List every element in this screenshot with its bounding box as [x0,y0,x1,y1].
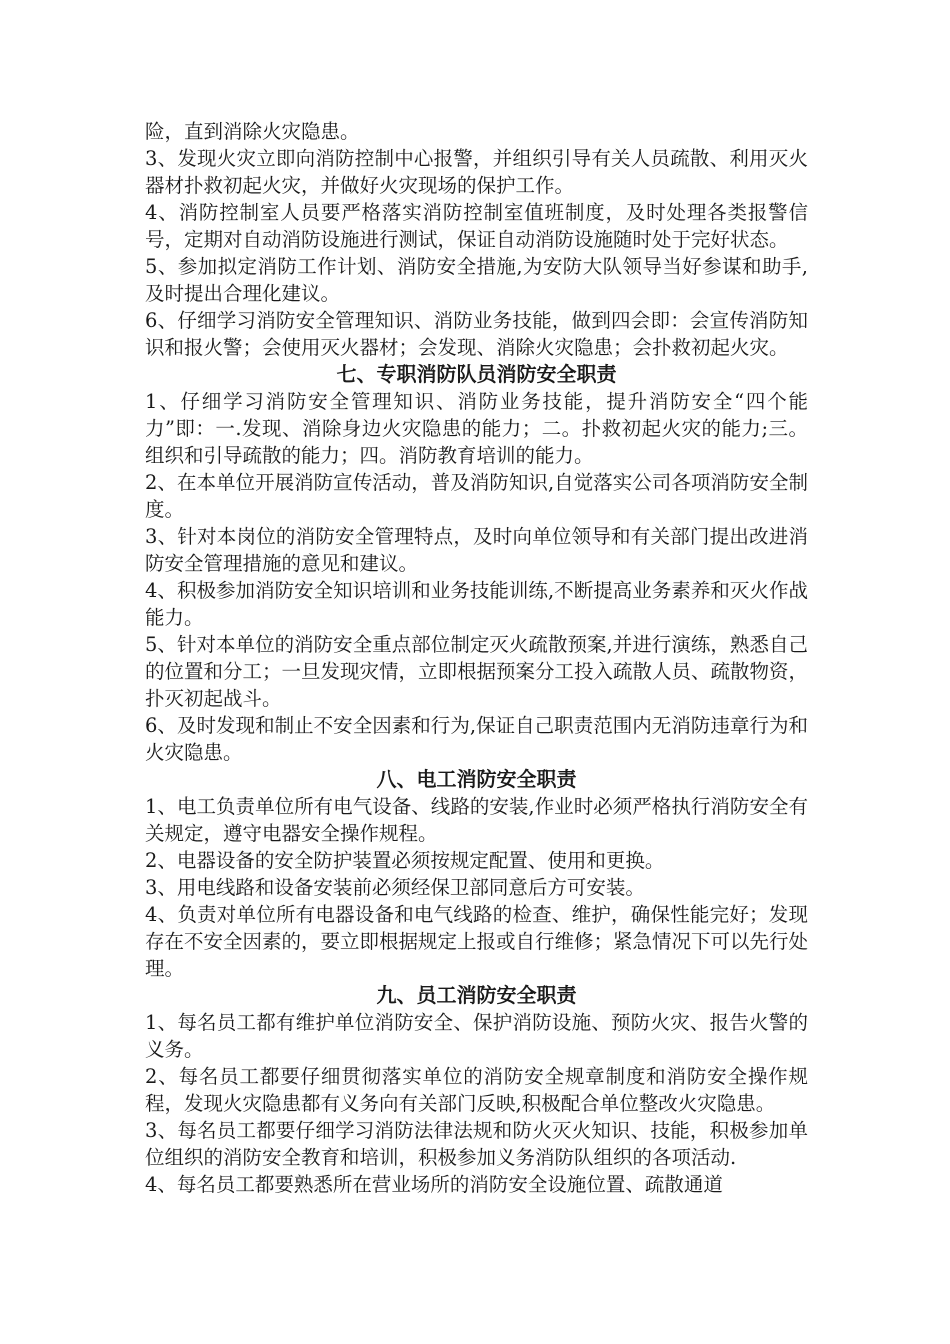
paragraph: 3、用电线路和设备安装前必须经保卫部同意后方可安装。 [145,876,645,899]
paragraph: 2、每名员工都要仔细贯彻落实单位的消防安全规章制度和消防安全操作规程，发现火灾隐患都有义务向有关部门反映,积极配合单位整改火灾隐患。 [145,1065,808,1115]
section-heading: 七、专职消防队员消防安全职责 [336,362,617,386]
section-heading: 九、员工消防安全职责 [376,983,577,1007]
paragraph: 3、发现火灾立即向消防控制中心报警，并组织引导有关人员疏散、利用灭火器材扑救初起火灾，并做好火灾现场的保护工作。 [145,147,808,197]
paragraph: 3、每名员工都要仔细学习消防法律法规和防火灭火知识、技能，积极参加单位组织的消防安全教育和培训，积极参加义务消防队组织的各项活动. [145,1119,808,1169]
paragraph: 1、每名员工都有维护单位消防安全、保护消防设施、预防火灾、报告火警的义务。 [145,1011,808,1061]
paragraph: 3、针对本岗位的消防安全管理特点，及时向单位领导和有关部门提出改进消防安全管理措施的意见和建议。 [145,525,808,575]
paragraph: 2、电器设备的安全防护装置必须按规定配置、使用和更换。 [145,849,665,872]
paragraph: 4、消防控制室人员要严格落实消防控制室值班制度，及时处理各类报警信号，定期对自动消防设施进行测试，保证自动消防设施随时处于完好状态。 [145,201,808,251]
section-heading: 八、电工消防安全职责 [376,767,577,791]
paragraph: 4、每名员工都要熟悉所在营业场所的消防安全设施位置、疏散通道 [145,1173,723,1196]
paragraph: 1、电工负责单位所有电气设备、线路的安装,作业时必须严格执行消防安全有关规定，遵守电器安全操作规程。 [145,795,808,845]
paragraph: 5、针对本单位的消防安全重点部位制定灭火疏散预案,并进行演练，熟悉自己的位置和分工；一旦发现灾情，立即根据预案分工投入疏散人员、疏散物资，扑灭初起战斗。 [145,633,809,710]
paragraph: 6、及时发现和制止不安全因素和行为,保证自己职责范围内无消防违章行为和火灾隐患。 [145,714,808,764]
paragraph: 5、参加拟定消防工作计划、消防安全措施,为安防大队领导当好参谋和助手,及时提出合理化建议。 [145,255,808,305]
paragraph: 险，直到消除火灾隐患。 [145,120,360,143]
paragraph: 4、积极参加消防安全知识培训和业务技能训练,不断提高业务素养和灭火作战能力。 [145,579,808,629]
paragraph: 1、仔细学习消防安全管理知识、消防业务技能，提升消防安全“四个能力”即：一.发现、消除身边火灾隐患的能力；二。扑救初起火灾的能力;三。组织和引导疏散的能力；四。消防教育培训的能力。 [145,390,808,467]
paragraph: 6、仔细学习消防安全管理知识、消防业务技能，做到四会即：会宣传消防知识和报火警；会使用灭火器材；会发现、消除火灾隐患；会扑救初起火灾。 [145,309,808,359]
paragraph: 4、负责对单位所有电器设备和电气线路的检查、维护，确保性能完好；发现存在不安全因素的，要立即根据规定上报或自行维修；紧急情况下可以先行处理。 [145,903,809,980]
document-page [145,118,808,1198]
paragraph: 2、在本单位开展消防宣传活动，普及消防知识,自觉落实公司各项消防安全制度。 [145,471,808,521]
